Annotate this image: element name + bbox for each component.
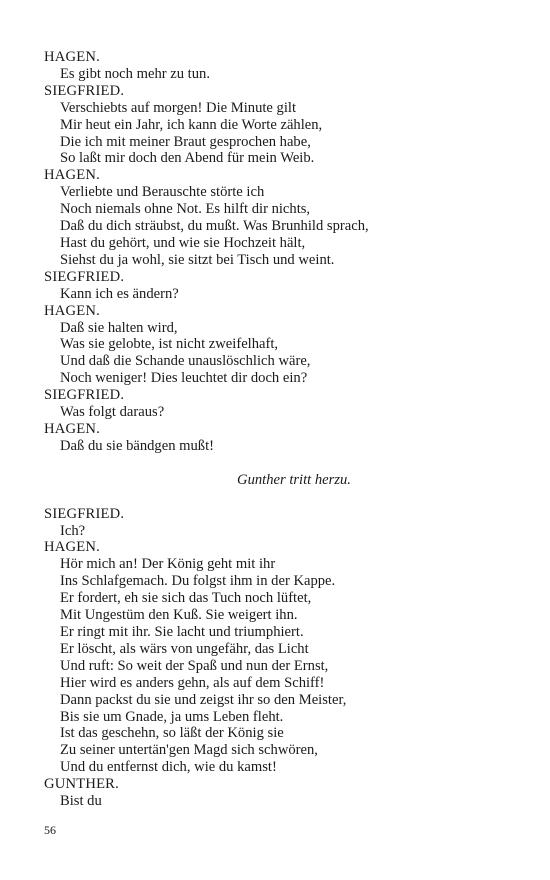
- speaker-name: HAGEN.: [44, 420, 100, 437]
- verse-line: Hör mich an! Der König geht mit ihr: [60, 556, 276, 573]
- speaker-name: SIEGFRIED.: [44, 268, 125, 285]
- dialogue-block-after: [44, 506, 514, 810]
- speaker-name: HAGEN.: [44, 167, 100, 184]
- verse-line: Hast du gehört, und wie sie Hochzeit hält,: [60, 234, 306, 251]
- verse-line: Und daß die Schande unauslöschlich wäre,: [60, 353, 311, 370]
- verse-line: Er löscht, als wärs von ungefähr, das Licht: [60, 640, 309, 657]
- verse-line: Ins Schlafgemach. Du folgst ihm in der Kappe.: [60, 573, 336, 590]
- verse-line: Mir heut ein Jahr, ich kann die Worte zählen,: [60, 116, 323, 133]
- verse-line: Kann ich es ändern?: [60, 285, 179, 302]
- verse-line: Er fordert, eh sie sich das Tuch noch lüftet,: [60, 590, 312, 607]
- verse-line: Noch weniger! Dies leuchtet dir doch ein?: [60, 370, 308, 387]
- speaker-name: SIEGFRIED.: [44, 82, 125, 99]
- verse-line: Mit Ungestüm den Kuß. Sie weigert ihn.: [60, 607, 298, 624]
- verse-line: Daß sie halten wird,: [60, 319, 178, 336]
- verse-line: Hier wird es anders gehn, als auf dem Schiff!: [60, 674, 325, 691]
- verse-line: Daß du sie bändgen mußt!: [60, 437, 215, 454]
- verse-line: Ist das geschehn, so läßt der König sie: [60, 725, 284, 742]
- verse-line: Daß du dich sträubst, du mußt. Was Brunhild sprach,: [60, 218, 369, 235]
- verse-line: Noch niemals ohne Not. Es hilft dir nichts,: [60, 201, 311, 218]
- verse-line: Die ich mit meiner Braut gesprochen habe,: [60, 133, 311, 150]
- verse-line: Und ruft: So weit der Spaß und nun der Ernst,: [60, 657, 329, 674]
- speaker-name: HAGEN.: [44, 302, 100, 319]
- speaker-name: SIEGFRIED.: [44, 505, 125, 522]
- verse-line: Verschiebts auf morgen! Die Minute gilt: [60, 99, 297, 116]
- speaker-name: GUNTHER.: [44, 776, 119, 793]
- speaker-name: HAGEN.: [44, 539, 100, 556]
- verse-line: Bis sie um Gnade, ja ums Leben fleht.: [60, 708, 284, 725]
- verse-line: So laßt mir doch den Abend für mein Weib.: [60, 150, 315, 167]
- page-number: 56: [44, 823, 56, 837]
- verse-line: Dann packst du sie und zeigst ihr so den Meister,: [60, 691, 347, 708]
- stage-direction: Gunther tritt herzu.: [237, 471, 351, 488]
- verse-line: Und du entfernst dich, wie du kamst!: [60, 759, 277, 776]
- verse-line: Siehst du ja wohl, sie sitzt bei Tisch und weint.: [60, 251, 335, 268]
- verse-line: Ich?: [60, 522, 86, 539]
- verse-line: Zu seiner untertän'gen Magd sich schwören,: [60, 742, 318, 759]
- verse-line: Er ringt mit ihr. Sie lacht und triumphiert.: [60, 624, 304, 640]
- book-page: [44, 49, 514, 810]
- verse-line: Es gibt noch mehr zu tun.: [60, 65, 210, 82]
- speaker-name: HAGEN.: [44, 49, 100, 65]
- dialogue-block-before: [44, 49, 514, 455]
- speaker-name: SIEGFRIED.: [44, 387, 125, 404]
- verse-line: Was folgt daraus?: [60, 404, 165, 421]
- verse-line: Was sie gelobte, ist nicht zweifelhaft,: [60, 336, 279, 353]
- verse-line: Verliebte und Berauschte störte ich: [60, 184, 265, 201]
- verse-line: Bist du: [60, 793, 102, 810]
